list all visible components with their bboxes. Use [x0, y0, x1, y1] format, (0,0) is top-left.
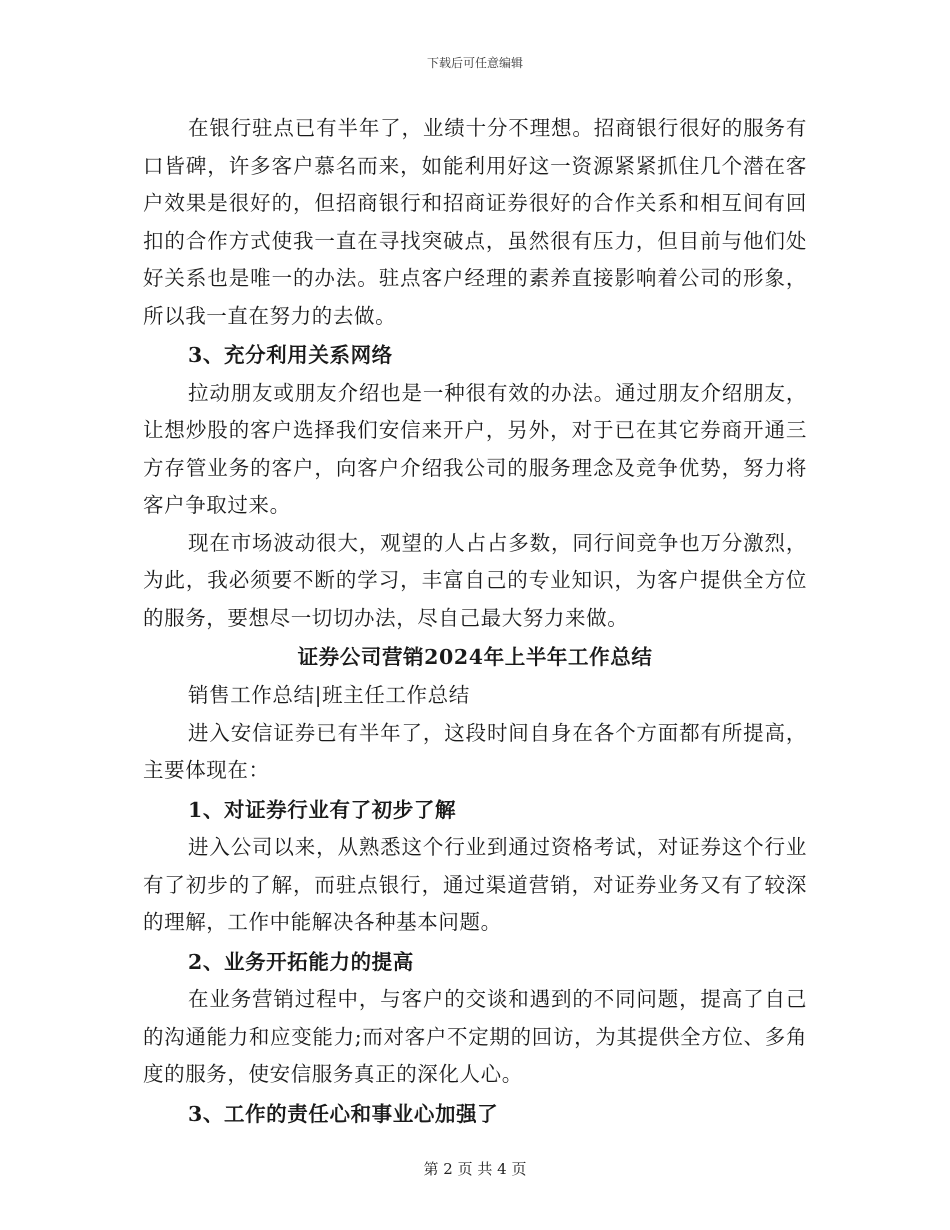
- paragraph: 在银行驻点已有半年了，业绩十分不理想。招商银行很好的服务有口皆碑，许多客户慕名而来，如能利用好这一资源紧紧抓住几个潜在客户效果是很好的，但招商银行和招商证券很好的合作关系和相互间有回扣的合作方式使我一直在寻找突破点，虽然很有压力，但目前与他们处好关系也是唯一的办法。驻点客户经理的素养直接影响着公司的形象，所以我一直在努力的去做。: [143, 116, 807, 328]
- document-title: 证券公司营销2024年上半年工作总结: [297, 645, 653, 669]
- paragraph: 现在市场波动很大，观望的人占占多数，同行间竞争也万分激烈，为此，我必须要不断的学习，丰富自己的专业知识，为客户提供全方位的服务，要想尽一切切办法，尽自己最大努力来做。: [143, 530, 807, 630]
- document-body: [143, 110, 807, 1133]
- paragraph: 进入公司以来，从熟悉这个行业到通过资格考试，对证券这个行业有了初步的了解，而驻点银行，通过渠道营销，对证券业务又有了较深的理解，工作中能解决各种基本问题。: [143, 835, 807, 934]
- paragraph: 进入安信证券已有半年了，这段时间自身在各个方面都有所提高，主要体现在：: [143, 720, 807, 782]
- section-heading: 3、工作的责任心和事业心加强了: [188, 1101, 499, 1126]
- paragraph: 在业务营销过程中，与客户的交谈和遇到的不同问题，提高了自己的沟通能力和应变能力;而对客户不定期的回访，为其提供全方位、多角度的服务，使安信服务真正的深化人心。: [143, 987, 807, 1086]
- subtitle-line: 销售工作总结|班主任工作总结: [188, 683, 470, 707]
- section-heading: 1、对证券行业有了初步了解: [188, 797, 457, 822]
- page-footer: 第 2 页 共 4 页: [423, 1160, 527, 1178]
- section-heading: 3、充分利用关系网络: [188, 343, 393, 367]
- page-header: 下载后可任意编辑: [426, 56, 523, 70]
- paragraph: 拉动朋友或朋友介绍也是一种很有效的办法。通过朋友介绍朋友，让想炒股的客户选择我们安信来开户，另外，对于已在其它券商开通三方存管业务的客户，向客户介绍我公司的服务理念及竞争优势，努力将客户争取过来。: [143, 380, 807, 517]
- section-heading: 2、业务开拓能力的提高: [188, 949, 414, 974]
